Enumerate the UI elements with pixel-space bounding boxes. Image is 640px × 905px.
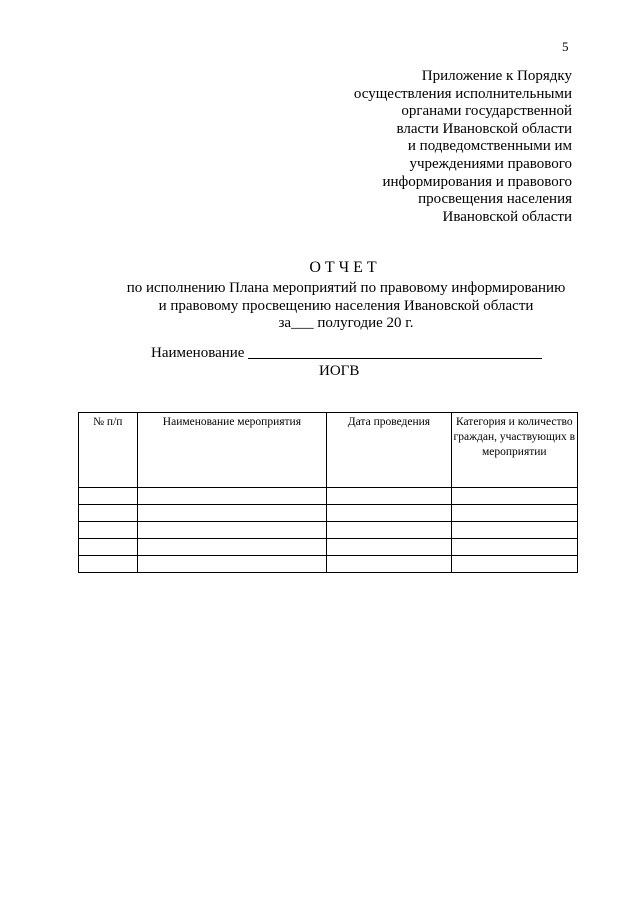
appendix-note: [292, 68, 572, 226]
header-date: Дата проведения: [327, 413, 451, 488]
table-row: [79, 556, 578, 573]
table-cell[interactable]: [79, 539, 138, 556]
table-cell[interactable]: [451, 556, 577, 573]
table-cell[interactable]: [137, 539, 327, 556]
table-row: [79, 522, 578, 539]
appendix-line: информирования и правового: [382, 173, 572, 190]
table-cell[interactable]: [327, 539, 451, 556]
appendix-line: осуществления исполнительными: [353, 85, 572, 102]
name-caption: ИОГВ: [319, 363, 360, 379]
table-cell[interactable]: [137, 505, 327, 522]
appendix-line: Приложение к Порядку: [421, 68, 572, 84]
table-cell[interactable]: [327, 505, 451, 522]
report-table: [78, 412, 578, 573]
table-cell[interactable]: [327, 522, 451, 539]
table-row: [79, 488, 578, 505]
table-cell[interactable]: [79, 505, 138, 522]
table-header-row: [79, 413, 578, 488]
appendix-line: Ивановской области: [442, 208, 572, 225]
table-row: [79, 539, 578, 556]
header-event-name: Наименование мероприятия: [137, 413, 327, 488]
report-title: ОТЧЕТ: [309, 259, 381, 276]
appendix-line: власти Ивановской области: [396, 120, 572, 137]
appendix-line: и подведомственными им: [407, 138, 572, 155]
table-cell[interactable]: [327, 488, 451, 505]
appendix-line: просвещения населения: [418, 191, 572, 208]
table-row: [79, 505, 578, 522]
subtitle-line: и правовому просвещению населения Ивановской области: [158, 297, 534, 314]
subtitle-line: за___ полугодие 20 г.: [278, 315, 414, 332]
header-number: № п/п: [79, 413, 138, 488]
table-cell[interactable]: [79, 556, 138, 573]
table-cell[interactable]: [79, 522, 138, 539]
table-cell[interactable]: [451, 488, 577, 505]
appendix-line: органами государственной: [401, 103, 572, 120]
table-cell[interactable]: [137, 522, 327, 539]
header-category: Категория и количество граждан, участвующих в мероприятии: [451, 413, 577, 488]
appendix-line: учреждениями правового: [409, 155, 572, 172]
table-cell[interactable]: [451, 505, 577, 522]
table-cell[interactable]: [451, 539, 577, 556]
name-fill-line[interactable]: [248, 343, 542, 359]
table-cell[interactable]: [79, 488, 138, 505]
name-label: Наименование: [151, 345, 245, 361]
subtitle-line: по исполнению Плана мероприятий по правовому информированию: [126, 280, 566, 296]
report-subtitle: [96, 280, 596, 333]
table-cell[interactable]: [137, 556, 327, 573]
table-cell[interactable]: [451, 522, 577, 539]
page-number: 5: [562, 39, 569, 54]
table-cell[interactable]: [137, 488, 327, 505]
table-cell[interactable]: [327, 556, 451, 573]
